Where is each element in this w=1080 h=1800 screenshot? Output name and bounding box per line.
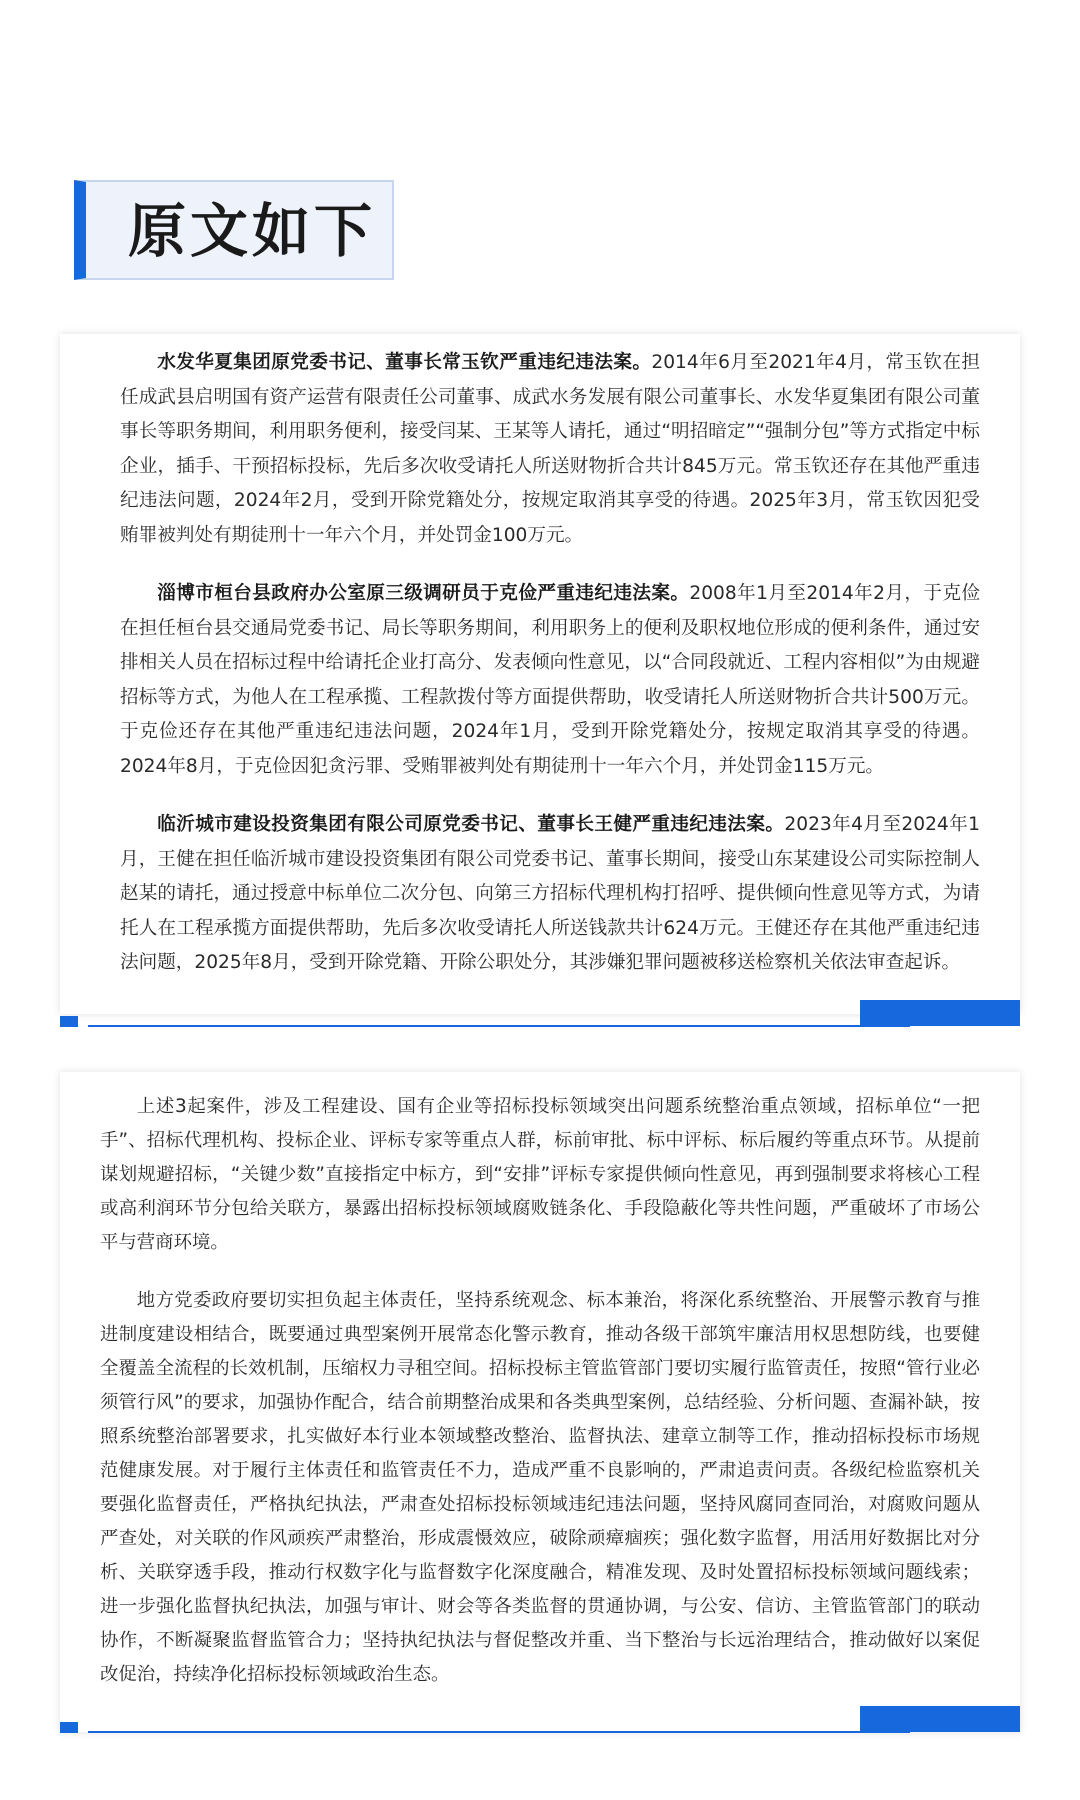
case-paragraph-3 [120, 808, 980, 981]
case-body-2: 2008年1月至2014年2月，于克俭在担任桓台县交通局党委书记、局长等职务期间，利用职务上的便利及职权地位形成的便利条件，通过安排相关人员在招标过程中给请托企业打高分、发表倾向性意见，以“合同段就近、工程内容相似”为由规避招标等方式，为他人在工程承揽、工程款拨付等方面提供帮助，收受请托人所送财物折合共计500万元。于克俭还存在其他严重违纪违法问题，2024年1月，受到开除党籍处分，按规定取消其享受的待遇。2024年8月，于克俭因犯贪污罪、受贿罪被判处有期徒刑十一年六个月，并处罚金115万元。 [120, 583, 980, 777]
card-divider [60, 1000, 1020, 1028]
case-title-2: 淄博市桓台县政府办公室原三级调研员于克俭严重违纪违法案。 [157, 583, 690, 604]
summary-paragraph-1: 上述3起案件，涉及工程建设、国有企业等招标投标领域突出问题系统整治重点领域，招标单位“一把手”、招标代理机构、投标企业、评标专家等重点人群，标前审批、标中评标、标后履约等重点环节。从提前谋划规避招标，“关键少数”直接指定中标方，到“安排”评标专家提供倾向性意见，再到强制要求将核心工程或高利润环节分包给关联方，暴露出招标投标领域腐败链条化、手段隐蔽化等共性问题，严重破坏了市场公平与营商环境。 [100, 1096, 980, 1253]
divider-bar [860, 1000, 1020, 1026]
case-card [60, 334, 1020, 1014]
card-divider [60, 1706, 1020, 1734]
divider-square [60, 1016, 78, 1027]
section-heading [74, 180, 394, 280]
case-title-3: 临沂城市建设投资集团有限公司原党委书记、董事长王健严重违纪违法案。 [157, 814, 785, 835]
divider-line [88, 1025, 910, 1027]
summary-paragraph-2: 地方党委政府要切实担负起主体责任，坚持系统观念、标本兼治，将深化系统整治、开展警示教育与推进制度建设相结合，既要通过典型案例开展常态化警示教育，推动各级干部筑牢廉洁用权思想防线，也要健全覆盖全流程的长效机制，压缩权力寻租空间。招标投标主管监管部门要切实履行监管责任，按照“管行业必须管行风”的要求，加强协作配合，结合前期整治成果和各类典型案例，总结经验、分析问题、查漏补缺，按照系统整治部署要求，扎实做好本行业本领域整改整治、监督执法、建章立制等工作，推动招标投标市场规范健康发展。对于履行主体责任和监管责任不力，造成严重不良影响的，严肃追责问责。各级纪检监察机关要强化监督责任，严格执纪执法，严肃查处招标投标领域违纪违法问题，坚持风腐同查同治，对腐败问题从严查处，对关联的作风顽疾严肃整治，形成震慑效应，破除顽瘴痼疾；强化数字监督，用活用好数据比对分析、关联穿透手段，推动行权数字化与监督数字化深度融合，精准发现、及时处置招标投标领域问题线索；进一步强化监督执纪执法，加强与审计、财会等各类监督的贯通协调，与公安、信访、主管监管部门的联动协作，不断凝聚监督监管合力；坚持执纪执法与督促整改并重、当下整治与长远治理结合，推动做好以案促改促治，持续净化招标投标领域政治生态。 [100, 1290, 980, 1685]
section-title: 原文如下 [128, 197, 377, 265]
case-title-1: 水发华夏集团原党委书记、董事长常玉钦严重违纪违法案。 [157, 352, 652, 373]
case-paragraph-2 [120, 577, 980, 784]
case-body-3: 2023年4月至2024年1月，王健在担任临沂城市建设投资集团有限公司党委书记、董事长期间，接受山东某建设公司实际控制人赵某的请托，通过授意中标单位二次分包、向第三方招标代理机构打招呼、提供倾向性意见等方式，为请托人在工程承揽方面提供帮助，先后多次收受请托人所送钱款共计624万元。王健还存在其他严重违纪违法问题，2025年8月，受到开除党籍、开除公职处分，其涉嫌犯罪问题被移送检察机关依法审查起诉。 [120, 814, 980, 973]
case-paragraph-1 [120, 346, 980, 553]
divider-line [88, 1731, 910, 1733]
divider-bar [860, 1706, 1020, 1732]
case-body-1: 2014年6月至2021年4月，常玉钦在担任成武县启明国有资产运营有限责任公司董事、成武水务发展有限公司董事长、水发华夏集团有限公司董事长等职务期间，利用职务便利，接受闫某、王某等人请托，通过“明招暗定”“强制分包”等方式指定中标企业，插手、干预招标投标，先后多次收受请托人所送财物折合共计845万元。常玉钦还存在其他严重违纪违法问题，2024年2月，受到开除党籍处分，按规定取消其享受的待遇。2025年3月，常玉钦因犯受贿罪被判处有期徒刑十一年六个月，并处罚金100万元。 [120, 352, 980, 546]
divider-square [60, 1722, 78, 1733]
summary-card [60, 1072, 1020, 1732]
